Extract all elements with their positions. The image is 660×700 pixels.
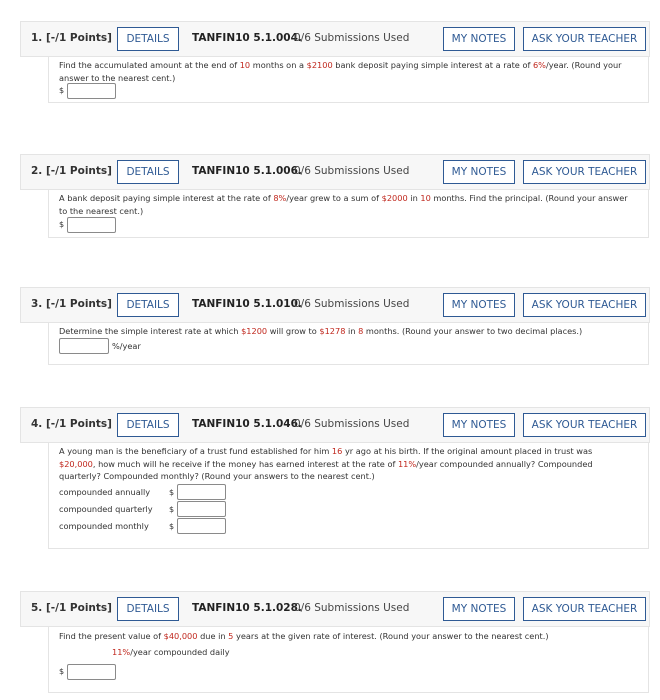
question-header bbox=[20, 21, 650, 57]
question-text bbox=[59, 630, 639, 643]
text-segment: months. Find the principal. (Round your answer to the nearest cent.) bbox=[59, 193, 628, 216]
question-body bbox=[48, 323, 649, 365]
details-button[interactable]: DETAILS bbox=[117, 413, 179, 437]
monthly-input[interactable] bbox=[177, 518, 226, 534]
text-segment: due in bbox=[197, 631, 229, 641]
row-label-monthly: compounded monthly bbox=[59, 521, 149, 531]
points-label: [-/1 Points] bbox=[45, 165, 112, 177]
highlighted-value: 16 bbox=[331, 446, 343, 456]
highlighted-value: 8% bbox=[273, 193, 287, 203]
dollar-sign: $ bbox=[59, 667, 65, 676]
ask-teacher-button[interactable]: ASK YOUR TEACHER bbox=[523, 293, 646, 317]
details-button[interactable]: DETAILS bbox=[117, 293, 179, 317]
points-label: [-/1 Points] bbox=[45, 298, 112, 310]
highlighted-value: $2100 bbox=[306, 60, 333, 70]
highlighted-value: $40,000 bbox=[163, 631, 198, 641]
highlighted-value: 6% bbox=[532, 60, 546, 70]
highlighted-value: 8 bbox=[358, 326, 364, 336]
text-segment: in bbox=[407, 193, 421, 203]
answer-input[interactable] bbox=[67, 217, 116, 233]
text-segment: in bbox=[345, 326, 359, 336]
submissions-used: 0/6 Submissions Used bbox=[294, 32, 410, 44]
text-segment: Determine the simple interest rate at which bbox=[59, 326, 242, 336]
highlighted-value: $20,000 bbox=[59, 458, 93, 469]
answer-input[interactable] bbox=[67, 83, 116, 99]
question-text bbox=[59, 325, 639, 338]
answer-input[interactable] bbox=[67, 664, 116, 680]
question-code: TANFIN10 5.1.010. bbox=[192, 298, 302, 310]
highlighted-value: 11% bbox=[112, 647, 131, 657]
dollar-sign: $ bbox=[59, 220, 65, 229]
annually-input[interactable] bbox=[177, 484, 226, 500]
question-body bbox=[48, 190, 649, 238]
question-number: 1. bbox=[31, 32, 43, 44]
question-header bbox=[20, 591, 650, 627]
dollar-sign: $ bbox=[59, 86, 65, 95]
question-number: 5. bbox=[31, 602, 43, 614]
details-button[interactable]: DETAILS bbox=[117, 597, 179, 621]
text-segment: will grow to bbox=[267, 326, 320, 336]
points-label: [-/1 Points] bbox=[45, 32, 112, 44]
question-text bbox=[59, 192, 629, 217]
submissions-used: 0/6 Submissions Used bbox=[294, 418, 410, 430]
points-label: [-/1 Points] bbox=[45, 602, 112, 614]
row-label-annually: compounded annually bbox=[59, 487, 151, 497]
text-segment: years at the given rate of interest. (Round your answer to the nearest cent.) bbox=[233, 631, 549, 641]
highlighted-value: $1200 bbox=[241, 326, 268, 336]
ask-teacher-button[interactable]: ASK YOUR TEACHER bbox=[523, 413, 646, 437]
text-segment: months on a bbox=[250, 60, 307, 70]
my-notes-button[interactable]: MY NOTES bbox=[443, 413, 515, 437]
row-label-quarterly: compounded quarterly bbox=[59, 504, 153, 514]
rate-line bbox=[112, 646, 230, 659]
text-segment: , how much will he receive if the money has earned interest at the rate of bbox=[92, 458, 398, 469]
highlighted-value: 10 bbox=[239, 60, 251, 70]
question-body bbox=[48, 443, 649, 549]
dollar-sign: $ bbox=[169, 488, 175, 497]
dollar-sign: $ bbox=[169, 505, 175, 514]
details-button[interactable]: DETAILS bbox=[117, 160, 179, 184]
my-notes-button[interactable]: MY NOTES bbox=[443, 293, 515, 317]
answer-input[interactable] bbox=[59, 338, 109, 354]
text-segment: months. (Round your answer to two decimal places.) bbox=[363, 326, 583, 336]
question-code: TANFIN10 5.1.006. bbox=[192, 165, 302, 177]
text-segment: Find the present value of bbox=[59, 631, 164, 641]
question-text bbox=[59, 445, 624, 483]
question-code: TANFIN10 5.1.004. bbox=[192, 32, 302, 44]
text-segment: /year compounded annually? Compounded quarterly? Compounded monthly? (Round your answers to the nearest cent.) bbox=[59, 458, 593, 481]
points-label: [-/1 Points] bbox=[45, 418, 112, 430]
text-segment: /year. (Round your answer to the nearest cent.) bbox=[59, 60, 622, 83]
unit-label: %/year bbox=[112, 341, 141, 351]
question-number: 3. bbox=[31, 298, 43, 310]
text-segment: yr ago at his birth. If the original amount placed in trust was bbox=[342, 446, 593, 456]
highlighted-value: 5 bbox=[228, 631, 234, 641]
ask-teacher-button[interactable]: ASK YOUR TEACHER bbox=[523, 160, 646, 184]
text-segment: /year grew to a sum of bbox=[286, 193, 382, 203]
details-button[interactable]: DETAILS bbox=[117, 27, 179, 51]
text-segment: A bank deposit paying simple interest at the rate of bbox=[59, 193, 274, 203]
dollar-sign: $ bbox=[169, 522, 175, 531]
ask-teacher-button[interactable]: ASK YOUR TEACHER bbox=[523, 597, 646, 621]
submissions-used: 0/6 Submissions Used bbox=[294, 165, 410, 177]
text-segment: Find the accumulated amount at the end of bbox=[59, 60, 240, 70]
question-body bbox=[48, 57, 649, 103]
highlighted-value: $1278 bbox=[319, 326, 346, 336]
text-segment: /year compounded daily bbox=[130, 647, 230, 657]
highlighted-value: 10 bbox=[420, 193, 431, 203]
question-header bbox=[20, 287, 650, 323]
submissions-used: 0/6 Submissions Used bbox=[294, 298, 410, 310]
question-code: TANFIN10 5.1.028. bbox=[192, 602, 302, 614]
question-code: TANFIN10 5.1.046. bbox=[192, 418, 302, 430]
text-segment: bank deposit paying simple interest at a rate of bbox=[332, 60, 533, 70]
highlighted-value: 11% bbox=[397, 458, 417, 469]
question-header bbox=[20, 154, 650, 190]
highlighted-value: $2000 bbox=[381, 193, 408, 203]
submissions-used: 0/6 Submissions Used bbox=[294, 602, 410, 614]
ask-teacher-button[interactable]: ASK YOUR TEACHER bbox=[523, 27, 646, 51]
quarterly-input[interactable] bbox=[177, 501, 226, 517]
question-number: 2. bbox=[31, 165, 43, 177]
my-notes-button[interactable]: MY NOTES bbox=[443, 27, 515, 51]
question-number: 4. bbox=[31, 418, 43, 430]
my-notes-button[interactable]: MY NOTES bbox=[443, 160, 515, 184]
question-text bbox=[59, 59, 639, 84]
question-header bbox=[20, 407, 650, 443]
question-body bbox=[48, 627, 649, 693]
my-notes-button[interactable]: MY NOTES bbox=[443, 597, 515, 621]
text-segment: A young man is the beneficiary of a trust fund established for him bbox=[59, 446, 332, 456]
